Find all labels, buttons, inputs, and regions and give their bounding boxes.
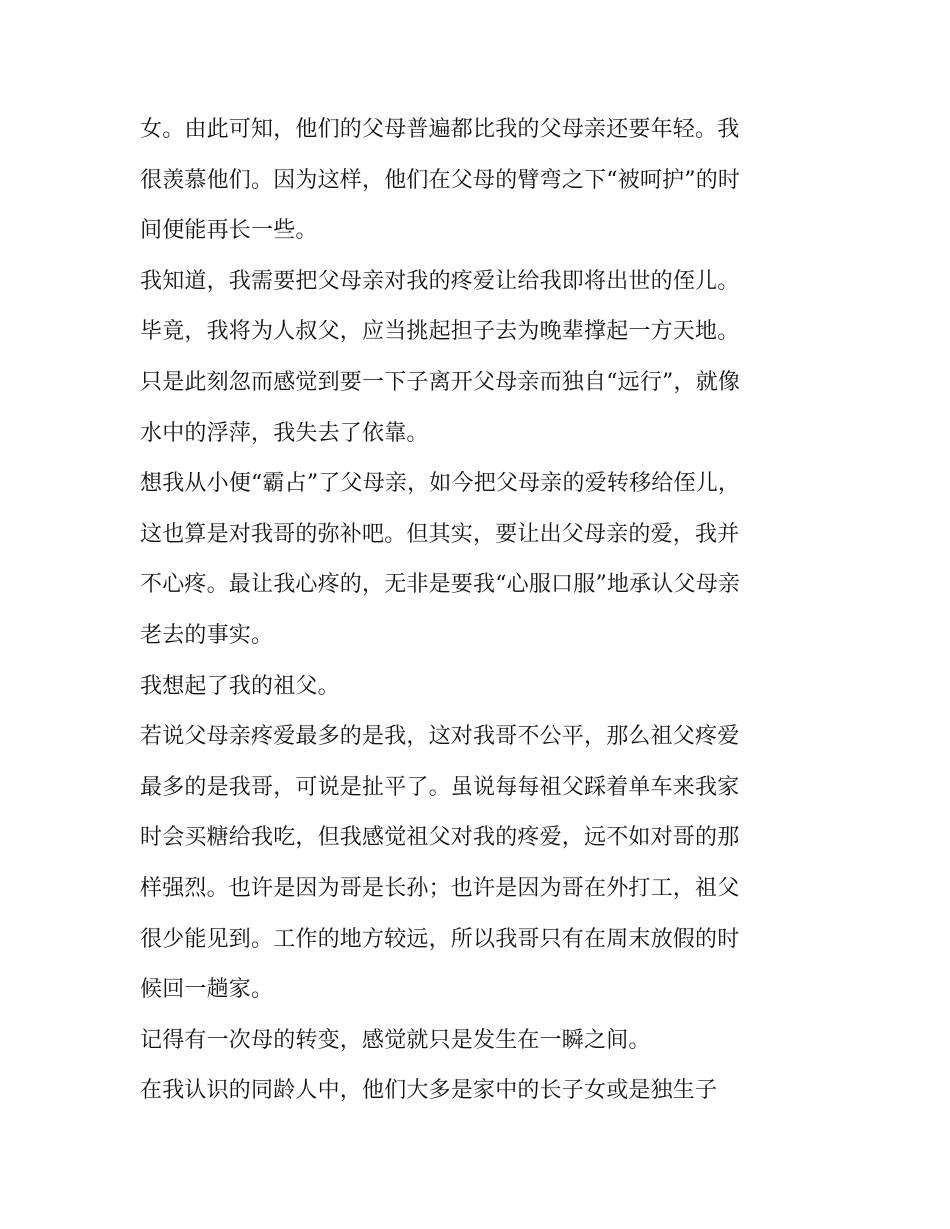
text-line: 老去的事实。 (140, 622, 274, 648)
text-line: 女。由此可知，他们的父母普遍都比我的父母亲还要年轻。我 (140, 117, 740, 142)
text-line: 时会买糖给我吃，但我感觉祖父对我的疼爱，远不如对哥的那 (140, 825, 740, 851)
text-line: 我想起了我的祖父。 (140, 673, 340, 699)
text-line: 不心疼。最让我心疼的，无非是要我“心服口服”地承认父母亲 (140, 572, 741, 598)
text-line: 水中的浮萍，我失去了依靠。 (140, 420, 429, 446)
text-line: 在我认识的同龄人中，他们大多是家中的长子女或是独生子 (140, 1078, 718, 1104)
text-line: 只是此刻忽而感觉到要一下子离开父母亲而独自“远行”，就像 (140, 369, 741, 395)
text-line: 最多的是我哥，可说是扯平了。虽说每每祖父踩着单车来我家 (140, 774, 740, 800)
text-line: 很少能见到。工作的地方较远，所以我哥只有在周末放假的时 (140, 926, 740, 952)
text-line: 想我从小便“霸占”了父母亲，如今把父母亲的爱转移给侄儿， (140, 471, 741, 497)
document-body (140, 105, 820, 1117)
text-line: 若说父母亲疼爱最多的是我，这对我哥不公平，那么祖父疼爱 (140, 724, 740, 750)
text-line: 记得有一次母的转变，感觉就只是发生在一瞬之间。 (140, 1027, 651, 1053)
text-line: 我知道，我需要把父母亲对我的疼爱让给我即将出世的侄儿。 (140, 268, 740, 294)
text-line: 样强烈。也许是因为哥是长孙；也许是因为哥在外打工，祖父 (140, 875, 740, 901)
text-line: 间便能再长一些。 (140, 218, 318, 244)
text-line: 这也算是对我哥的弥补吧。但其实，要让出父母亲的爱，我并 (140, 521, 740, 547)
text-line: 很羡慕他们。因为这样，他们在父母的臂弯之下“被呵护”的时 (140, 167, 741, 193)
text-line: 候回一趟家。 (140, 977, 274, 1003)
text-line: 毕竟，我将为人叔父，应当挑起担子去为晚辈撑起一方天地。 (140, 319, 740, 345)
